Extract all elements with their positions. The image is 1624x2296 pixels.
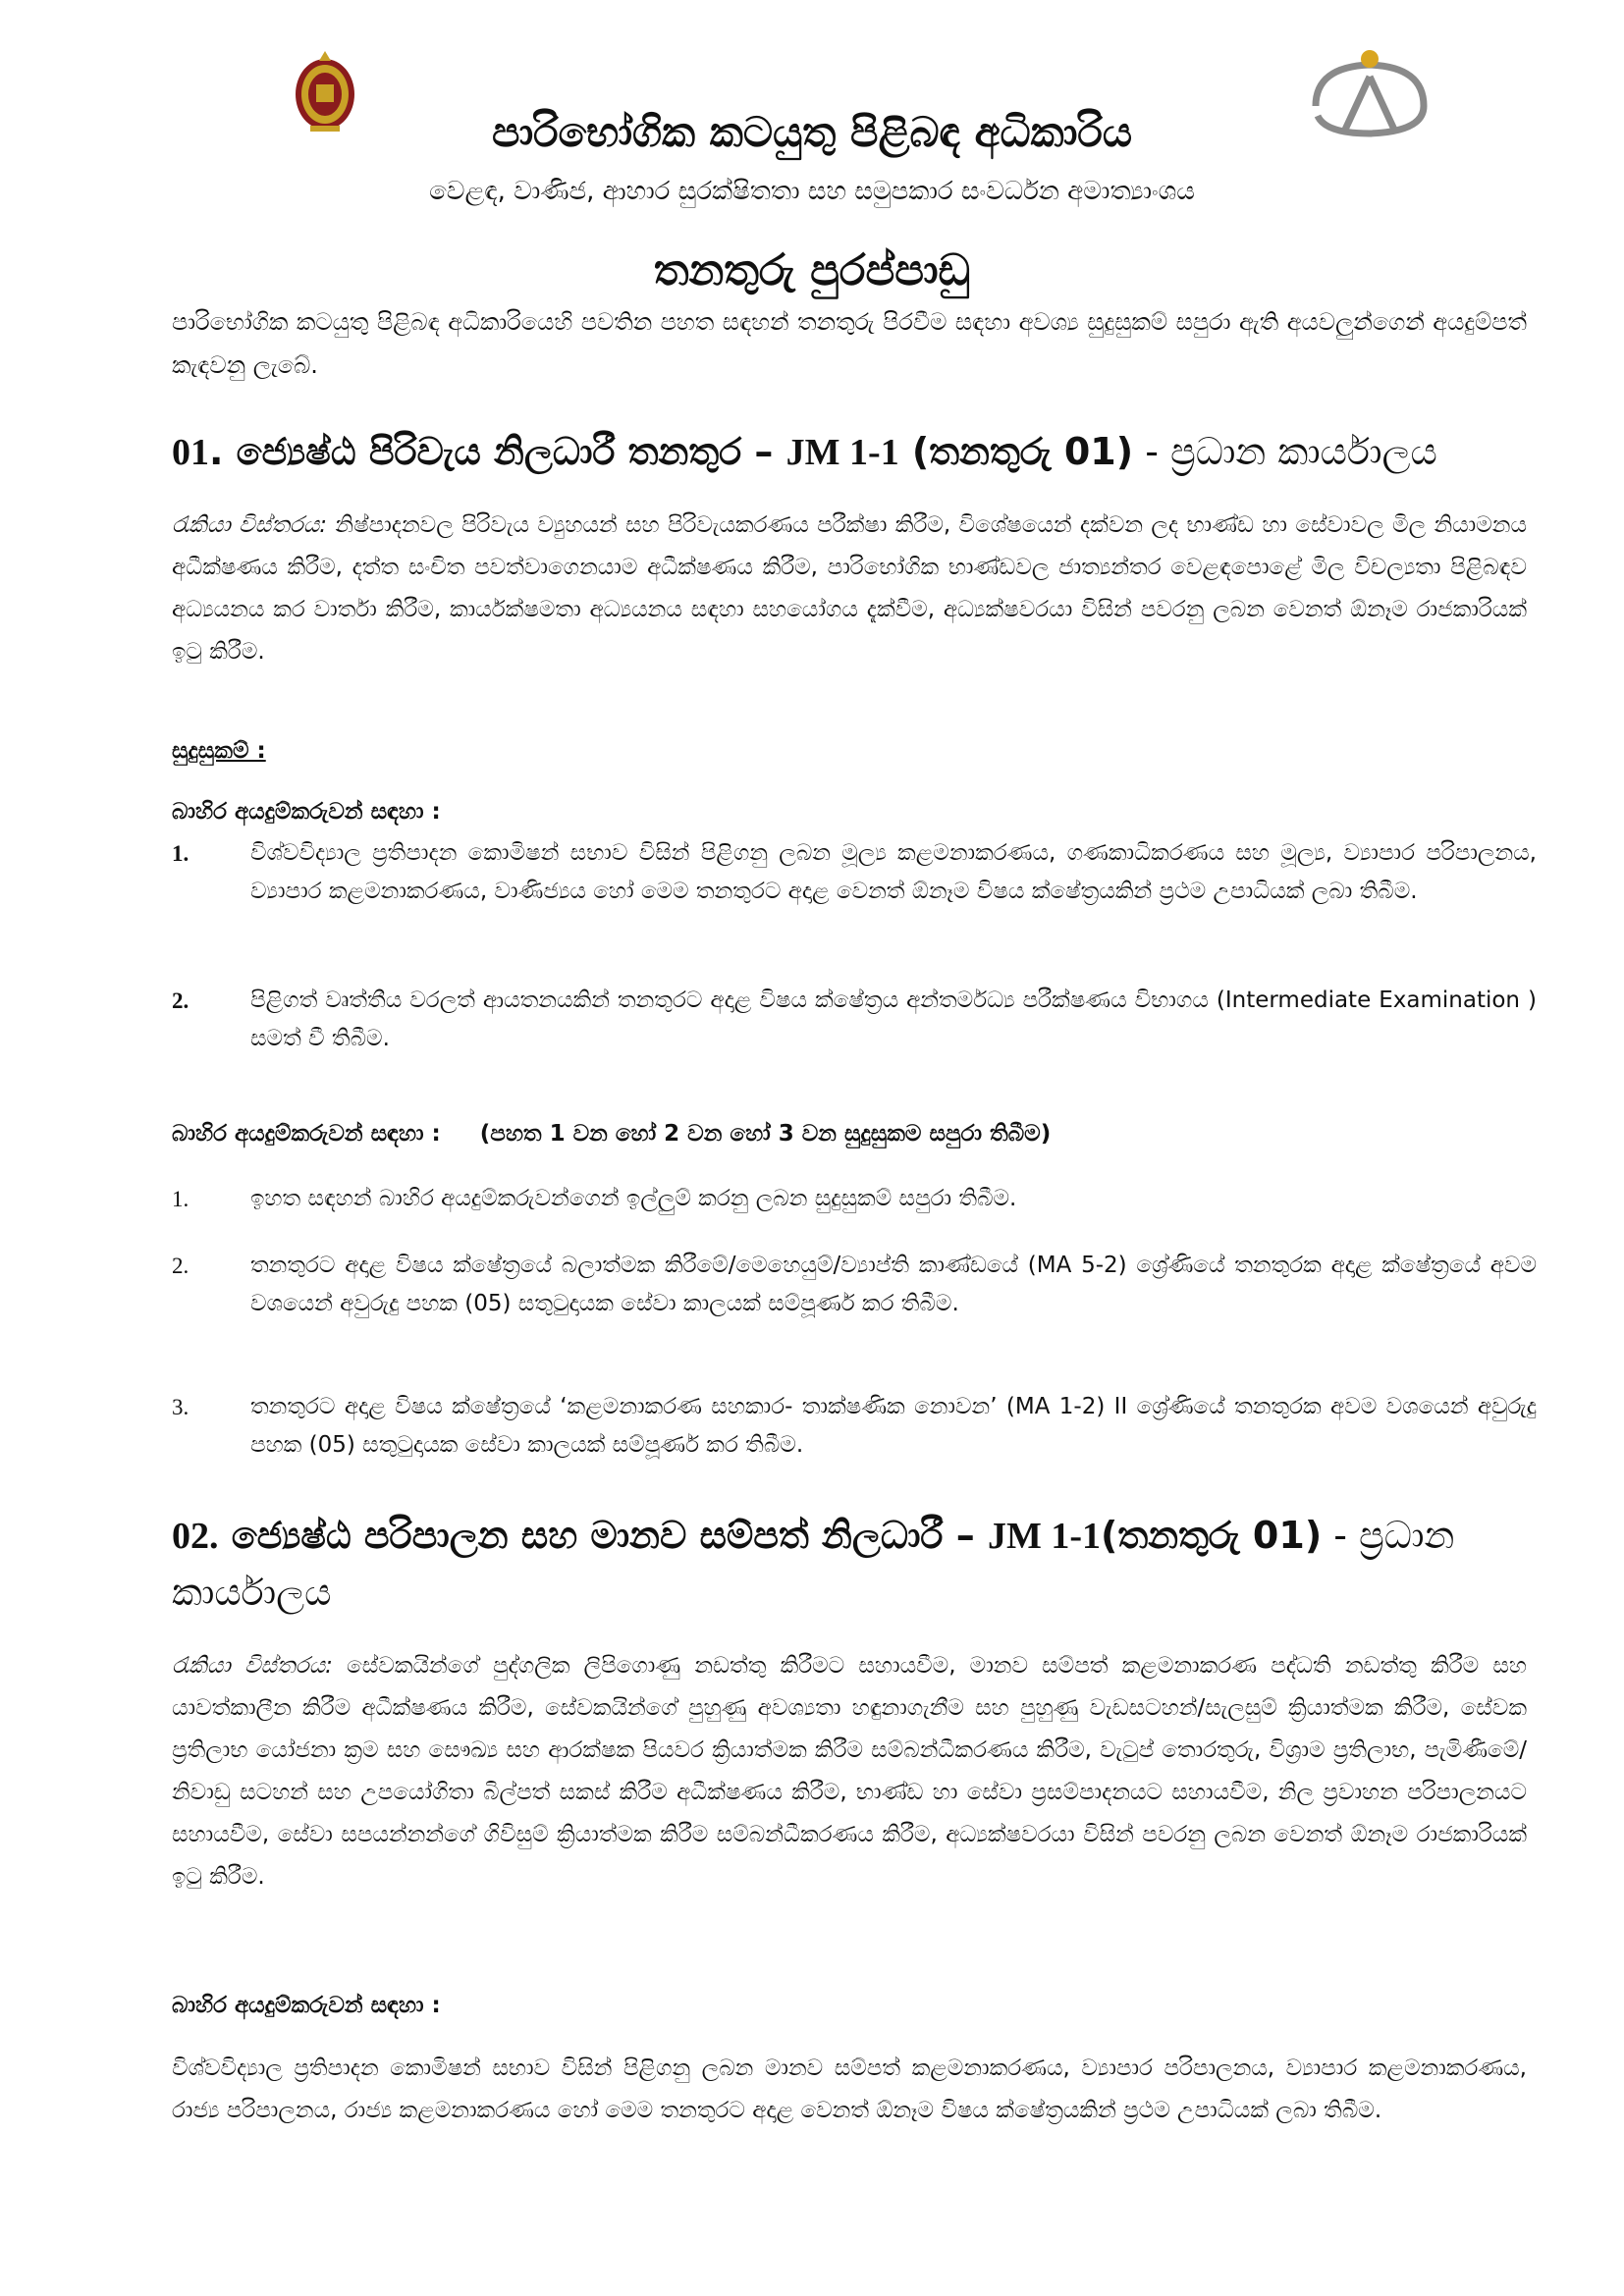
post1-duties bbox=[172, 505, 1527, 673]
ministry-name: වෙළඳ, වාණිජ, ආහාර සුරක්ෂිතතා සහ සමුපකාර සංවර්ධන අමාත්‍යාංශය bbox=[429, 177, 1195, 206]
list-item-number: 1. bbox=[172, 841, 189, 866]
list-item bbox=[172, 1180, 1537, 1218]
post2-title-continuation: කාර්යාලය bbox=[172, 1571, 332, 1614]
intro-paragraph: පාරිභෝගික කටයුතු පිළිබඳ අධිකාරියෙහි පවතින පහත සඳහන් තනතුරු පිරවීම සඳහා අවශ්‍ය සුදුසුකම් සපුරා ඇති අයවලුන්ගෙන් අයදුම්පත් කැඳවනු ලැබේ. bbox=[172, 308, 1527, 379]
post2-name: ජ්‍යෙෂ්ඨ පරිපාලන සහ මානව සම්පත් නිලධාරී – bbox=[218, 1514, 988, 1557]
list-item-text: තනතුරට අදාළ විෂය ක්ෂේත්‍රයේ ‘කළමනාකරණ සහකාර- තාක්ෂණික නොවන’ (MA 1-2) II ශ්‍රේණියේ තනතුරක අවම වශයෙන් අවුරුදු පහක (05) සතුටුදායක සේවා කාලයක් සම්පූර්ණ කර තිබීම. bbox=[250, 1394, 1537, 1458]
post2-location: - ප්‍රධාන bbox=[1322, 1514, 1455, 1557]
list-item bbox=[172, 834, 1537, 911]
organization-name: පාරිභෝගික කටයුතු පිළිබඳ අධිකාරිය bbox=[491, 108, 1133, 156]
list-item-number: 2. bbox=[172, 988, 189, 1013]
list-item-number: 1. bbox=[172, 1187, 189, 1211]
post1-code: JM 1-1 bbox=[785, 432, 899, 473]
list-item-text: විශ්වවිද්‍යාල ප්‍රතිපාදන කොමිෂන් සභාව විසින් පිළිගනු ලබන මූල්‍ය කළමනාකරණය, ගණකාධිකරණය සහ මූල්‍ය, ව්‍යාපාර පරිපාලනය, ව්‍යාපාර කළමනාකරණය, වාණිජ්‍යය හෝ මෙම තනතුරට අදාළ වෙනත් ඕනෑම විෂය ක්ෂේත්‍රයකින් ප්‍රථම උපාධියක් ලබා තිබීම. bbox=[250, 840, 1537, 904]
post2-duties bbox=[172, 1645, 1527, 1898]
post1-duty-text: නිෂ්පාදනවල පිරිවැය ව්‍යුහයන් සහ පිරිවැයකරණය පරීක්ෂා කිරීම, විශේෂයෙන් දක්වන ලද භාණ්ඩ හා සේවාවල මිල නියාමනය අධීක්ෂණය කිරීම, දත්ත සංචිත පවත්වාගෙනයාම අධීක්ෂණය කිරීම, පාරිභෝගික භාණ්ඩවල ජාත්‍යන්තර වෙළඳපොළේ මිල විචල්‍යතා පිළිබඳව අධ්‍යයනය කර වාර්තා කිරීම, කාර්යක්ෂමතා අධ්‍යයනය සඳහා සහයෝගය දැක්වීම, අධ්‍යක්ෂවරයා විසින් පවරනු ලබන වෙනත් ඕනෑම රාජකාරියක් ඉටු කිරීම. bbox=[172, 512, 1527, 665]
list-item-text: තනතුරට අදාළ විෂය ක්ෂේත්‍රයේ බලාත්මක කිරීමේ/මෙහෙයුම්/ව්‍යාප්ති කාණ්ඩයේ (MA 5-2) ශ්‍රේණියේ තනතුරක අදාළ ක්ෂේත්‍රයේ අවම වශයෙන් අවුරුදු පහක (05) සතුටුදායක සේවා කාලයක් සම්පූර්ණ කර තිබීම. bbox=[250, 1253, 1537, 1316]
post1-external-heading: බාහිර අයදුම්කරුවන් සඳහා : bbox=[172, 799, 441, 825]
list-item bbox=[172, 982, 1537, 1058]
post2-external-heading: බාහිර අයදුම්කරුවන් සඳහා : bbox=[172, 1993, 441, 2018]
post1-location: - ප්‍රධාන කාර්යාලය bbox=[1133, 430, 1437, 473]
post2-title bbox=[172, 1508, 1546, 1564]
post1-vacancies: (තනතුරු 01) bbox=[898, 430, 1134, 473]
post2-vacancies: (තනතුරු 01) bbox=[1101, 1514, 1323, 1557]
post1-name: . ජ්‍යෙෂ්ඨ පිරිවැය නිලධාරී තනතුර – bbox=[209, 430, 786, 473]
post1-number: 01 bbox=[172, 432, 209, 473]
list-item-text: ඉහත සඳහන් බාහිර අයදුම්කරුවන්ගෙන් ඉල්ලුම් කරනු ලබන සුදුසුකම් සපුරා තිබීම. bbox=[250, 1186, 1017, 1211]
list-item-number: 2. bbox=[172, 1254, 189, 1278]
internal-heading-label: බාහිර අයදුම්කරුවන් සඳහා : bbox=[172, 1121, 441, 1147]
list-item bbox=[172, 1247, 1537, 1323]
list-item-text: පිළිගත් වෘත්තීය වරලත් ආයතනයකින් තනතුරට අදාළ විෂය ක්ෂේත්‍රය අන්තර්මධ්‍ය පරීක්ෂණය විභාගය (Intermediate Examination ) සමත් වී තිබීම. bbox=[250, 988, 1537, 1051]
post2-external-text: විශ්වවිද්‍යාල ප්‍රතිපාදන කොමිෂන් සභාව විසින් පිළිගනු ලබන මානව සම්පත් කළමනාකරණය, ව්‍යාපාර පරිපාලනය, ව්‍යාපාර කළමනාකරණය, රාජ්‍ය පරිපාලනය, රාජ්‍ය කළමනාකරණය හෝ මෙම තනතුරට අදාළ වෙනත් ඕනෑම විෂය ක්ෂේත්‍රයකින් ප්‍රථම උපාධියක් ලබා තිබීම. bbox=[172, 2056, 1527, 2123]
post2-duty-label: රැකියා විස්තරය: bbox=[172, 1653, 333, 1679]
list-item bbox=[172, 1388, 1537, 1465]
list-item-number: 3. bbox=[172, 1395, 189, 1419]
post1-title bbox=[172, 424, 1546, 480]
post1-duty-label: රැකියා විස්තරය: bbox=[172, 512, 328, 538]
post2-number: 02. bbox=[172, 1516, 219, 1557]
notice-title: තනතුරු පුරප්පාඩු bbox=[653, 245, 971, 295]
post1-internal-heading bbox=[172, 1121, 1051, 1147]
post2-code: JM 1-1 bbox=[987, 1516, 1101, 1557]
qualifications-heading: සුදුසුකම් : bbox=[172, 738, 266, 764]
internal-heading-note: (පහත 1 වන හෝ 2 වන හෝ 3 වන සුදුසුකම සපුරා තිබීම) bbox=[479, 1121, 1052, 1147]
post2-duty-text: සේවකයින්ගේ පුද්ගලික ලිපිගොණු නඩත්තු කිරීමට සහායවීම, මානව සම්පත් කළමනාකරණ පද්ධති නඩත්තු කිරීම සහ යාවත්කාලීන කිරීම අධීක්ෂණය කිරීම, සේවකයින්ගේ පුහුණු අවශ්‍යතා හඳුනාගැනීම සහ පුහුණු වැඩසටහන්/සැලසුම් ක්‍රියාත්මක කිරීම, සේවක ප්‍රතිලාභ යෝජනා ක්‍රම සහ සෞඛ්‍ය සහ ආරක්ෂක පියවර ක්‍රියාත්මක කිරීම සම්බන්ධීකරණය කිරීම, වැටුප් තොරතුරු, විශ්‍රාම ප්‍රතිලාභ, පැමිණීමේ/නිවාඩු සටහන් සහ උපයෝගිතා බිල්පත් සකස් කිරීම අධීක්ෂණය කිරීම, භාණ්ඩ හා සේවා ප්‍රසම්පාදනයට සහායවීම, නිල ප්‍රවාහන පරිපාලනයට සහායවීම, සේවා සපයන්නන්ගේ ගිවිසුම් ක්‍රියාත්මක කිරීම සම්බන්ධීකරණය කිරීම, අධ්‍යක්ෂවරයා විසින් පවරනු ලබන වෙනත් ඕනෑම රාජකාරියක් ඉටු කිරීම. bbox=[172, 1653, 1527, 1890]
